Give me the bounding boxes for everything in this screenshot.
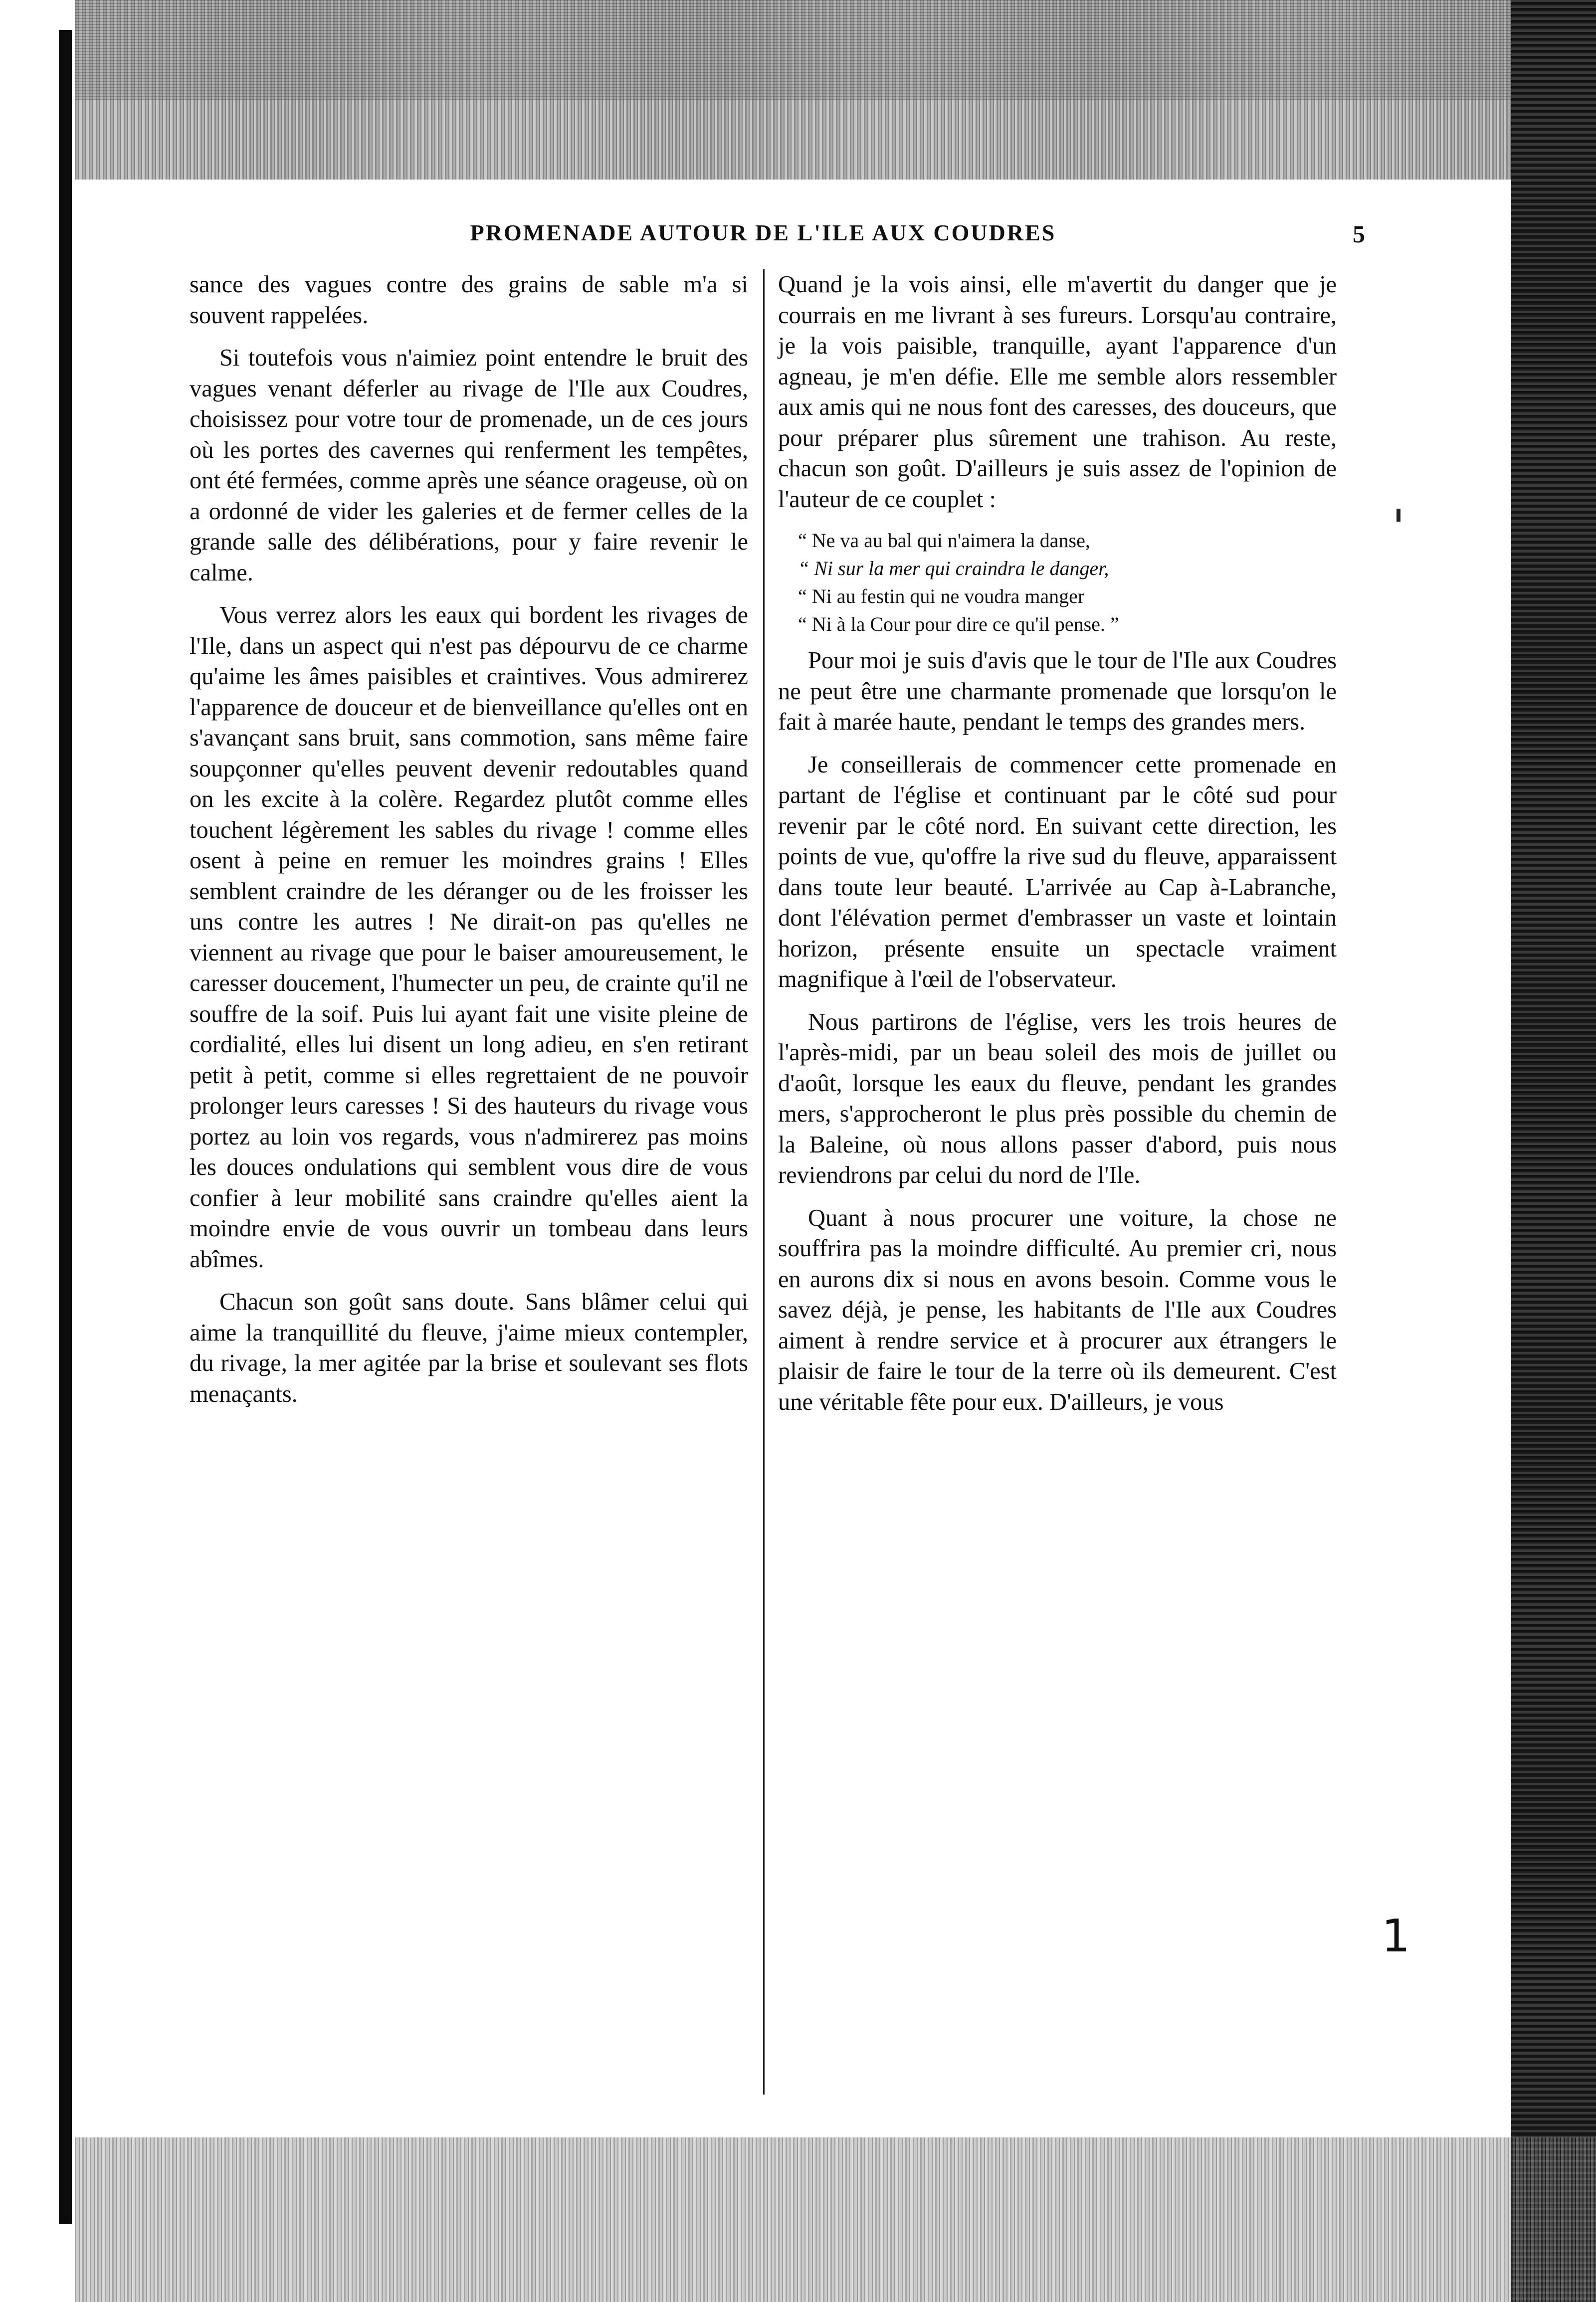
- verse-quote: [778, 527, 1337, 638]
- paragraph: Je conseillerais de commencer cette promenade en partant de l'église et continuant par le côté sud pour revenir par le côté nord. En suivant cette direction, les points de vue, qu'offre la rive sud du fleuve, apparaissent dans toute leur beauté. L'arrivée au Cap à-Labranche, dont l'élévation permet d'embrasser un vaste et lointain horizon, présente ensuite un spectacle vraiment magnifique à l'œil de l'observateur.: [778, 751, 1337, 992]
- running-title: PROMENADE AUTOUR DE L'ILE AUX COUDRES: [470, 220, 1056, 245]
- scan-black-edge: [59, 30, 72, 2224]
- paragraph: Si toutefois vous n'aimiez point entendre le bruit des vagues venant déferler au rivage de l'Ile aux Coudres, choisissez pour votre tour de promenade, un de ces jours où les portes des cavernes qui renferment les tempêtes, ont été fermées, comme après une séance orageuse, où on a ordonné de vider les galeries et de fermer celles de la grande salle des délibérations, pour y faire revenir le calme.: [190, 345, 748, 586]
- right-column: [778, 269, 1337, 1429]
- margin-mark: [1396, 509, 1400, 522]
- document-page: [190, 219, 1367, 2105]
- margin-note: 1: [1382, 1910, 1410, 1962]
- paragraph: Nous partirons de l'église, vers les trois heures de l'après-midi, par un beau soleil des mois de juillet ou d'août, lorsque les eaux du fleuve, pendant les grandes mers, s'approcheront le plus près possible du chemin de la Baleine, où nous allons passer d'abord, puis nous reviendrons par celui du nord de l'Ile.: [778, 1008, 1337, 1188]
- verse-line: “ Ni à la Cour pour dire ce qu'il pense. ”: [798, 613, 1119, 635]
- paragraph: sance des vagues contre des grains de sable m'a si souvent rappelées.: [190, 271, 748, 329]
- paragraph: Chacun son goût sans doute. Sans blâmer celui qui aime la tranquillité du fleuve, j'aime mieux contempler, du rivage, la mer agitée par la brise et soulevant ses flots menaçants.: [190, 1289, 748, 1407]
- verse-line: “ Ni sur la mer qui craindra le danger,: [798, 557, 1109, 579]
- scan-border-left: [0, 0, 60, 2302]
- column-rule: [763, 269, 765, 2095]
- scan-noise-right: [1511, 0, 1596, 2302]
- verse-line: “ Ni au festin qui ne voudra manger: [798, 585, 1085, 607]
- paragraph: Pour moi je suis d'avis que le tour de l'Ile aux Coudres ne peut être une charmante promenade que lorsqu'on le fait à marée haute, pendant le temps des grandes mers.: [778, 647, 1337, 735]
- verse-line: “ Ne va au bal qui n'aimera la danse,: [798, 529, 1090, 552]
- running-head: [190, 219, 1367, 254]
- left-column: [190, 269, 748, 1421]
- paragraph: Quant à nous procurer une voiture, la chose ne souffrira pas la moindre difficulté. Au premier cri, nous en aurons dix si nous en avons besoin. Comme vous le savez déjà, je pense, les habitants de l'Ile aux Coudres aiment à rendre service et à procurer aux étrangers le plaisir de faire le tour de la terre où ils demeurent. C'est une véritable fête pour eux. D'ailleurs, je vous: [778, 1204, 1337, 1415]
- scan-noise-top-overlay: [75, 0, 1596, 100]
- paragraph: Vous verrez alors les eaux qui bordent les rivages de l'Ile, dans un aspect qui n'est pas dépourvu de ce charme qu'aime les âmes paisibles et craintives. Vous admirerez l'apparence de douceur et de bienveillance qu'elles ont en s'avançant sans bruit, sans commotion, sans même faire soupçonner qu'elles peuvent devenir redoutables quand on les excite à la colère. Regardez plutôt comme elles touchent légèrement les sables du rivage ! comme elles osent à peine en remuer les moindres grains ! Elles semblent craindre de les déranger ou de les froisser les uns contre les autres ! Ne dirait-on pas qu'elles ne viennent au rivage que pour le baiser amoureusement, le caresser doucement, l'humecter un peu, de crainte qu'il ne souffre de la soif. Puis lui ayant fait une visite pleine de cordialité, elles lui disent un long adieu, en s'en retirant petit à petit, comme si elles regrettaient de ne pouvoir prolonger leurs caresses ! Si des hauteurs du rivage vous portez au loin vos regards, vous n'admirerez pas moins les douces ondulations qui semblent vous dire de vous confier à leur mobilité sans craindre qu'elles aient la moindre envie de vous ouvrir un tombeau dans leurs abîmes.: [190, 602, 748, 1273]
- page-number: 5: [1353, 220, 1367, 248]
- paragraph: Quand je la vois ainsi, elle m'avertit du danger que je courrais en me livrant à ses fureurs. Lorsqu'au contraire, je la vois paisible, tranquille, ayant l'apparence d'un agneau, je m'en défie. Elle me semble alors ressembler aux amis qui ne nous font des caresses, des douceurs, que pour préparer plus sûrement une trahison. Au reste, chacun son goût. D'ailleurs je suis assez de l'opinion de l'auteur de ce couplet :: [778, 271, 1337, 513]
- scan-noise-bottom: [75, 2137, 1596, 2302]
